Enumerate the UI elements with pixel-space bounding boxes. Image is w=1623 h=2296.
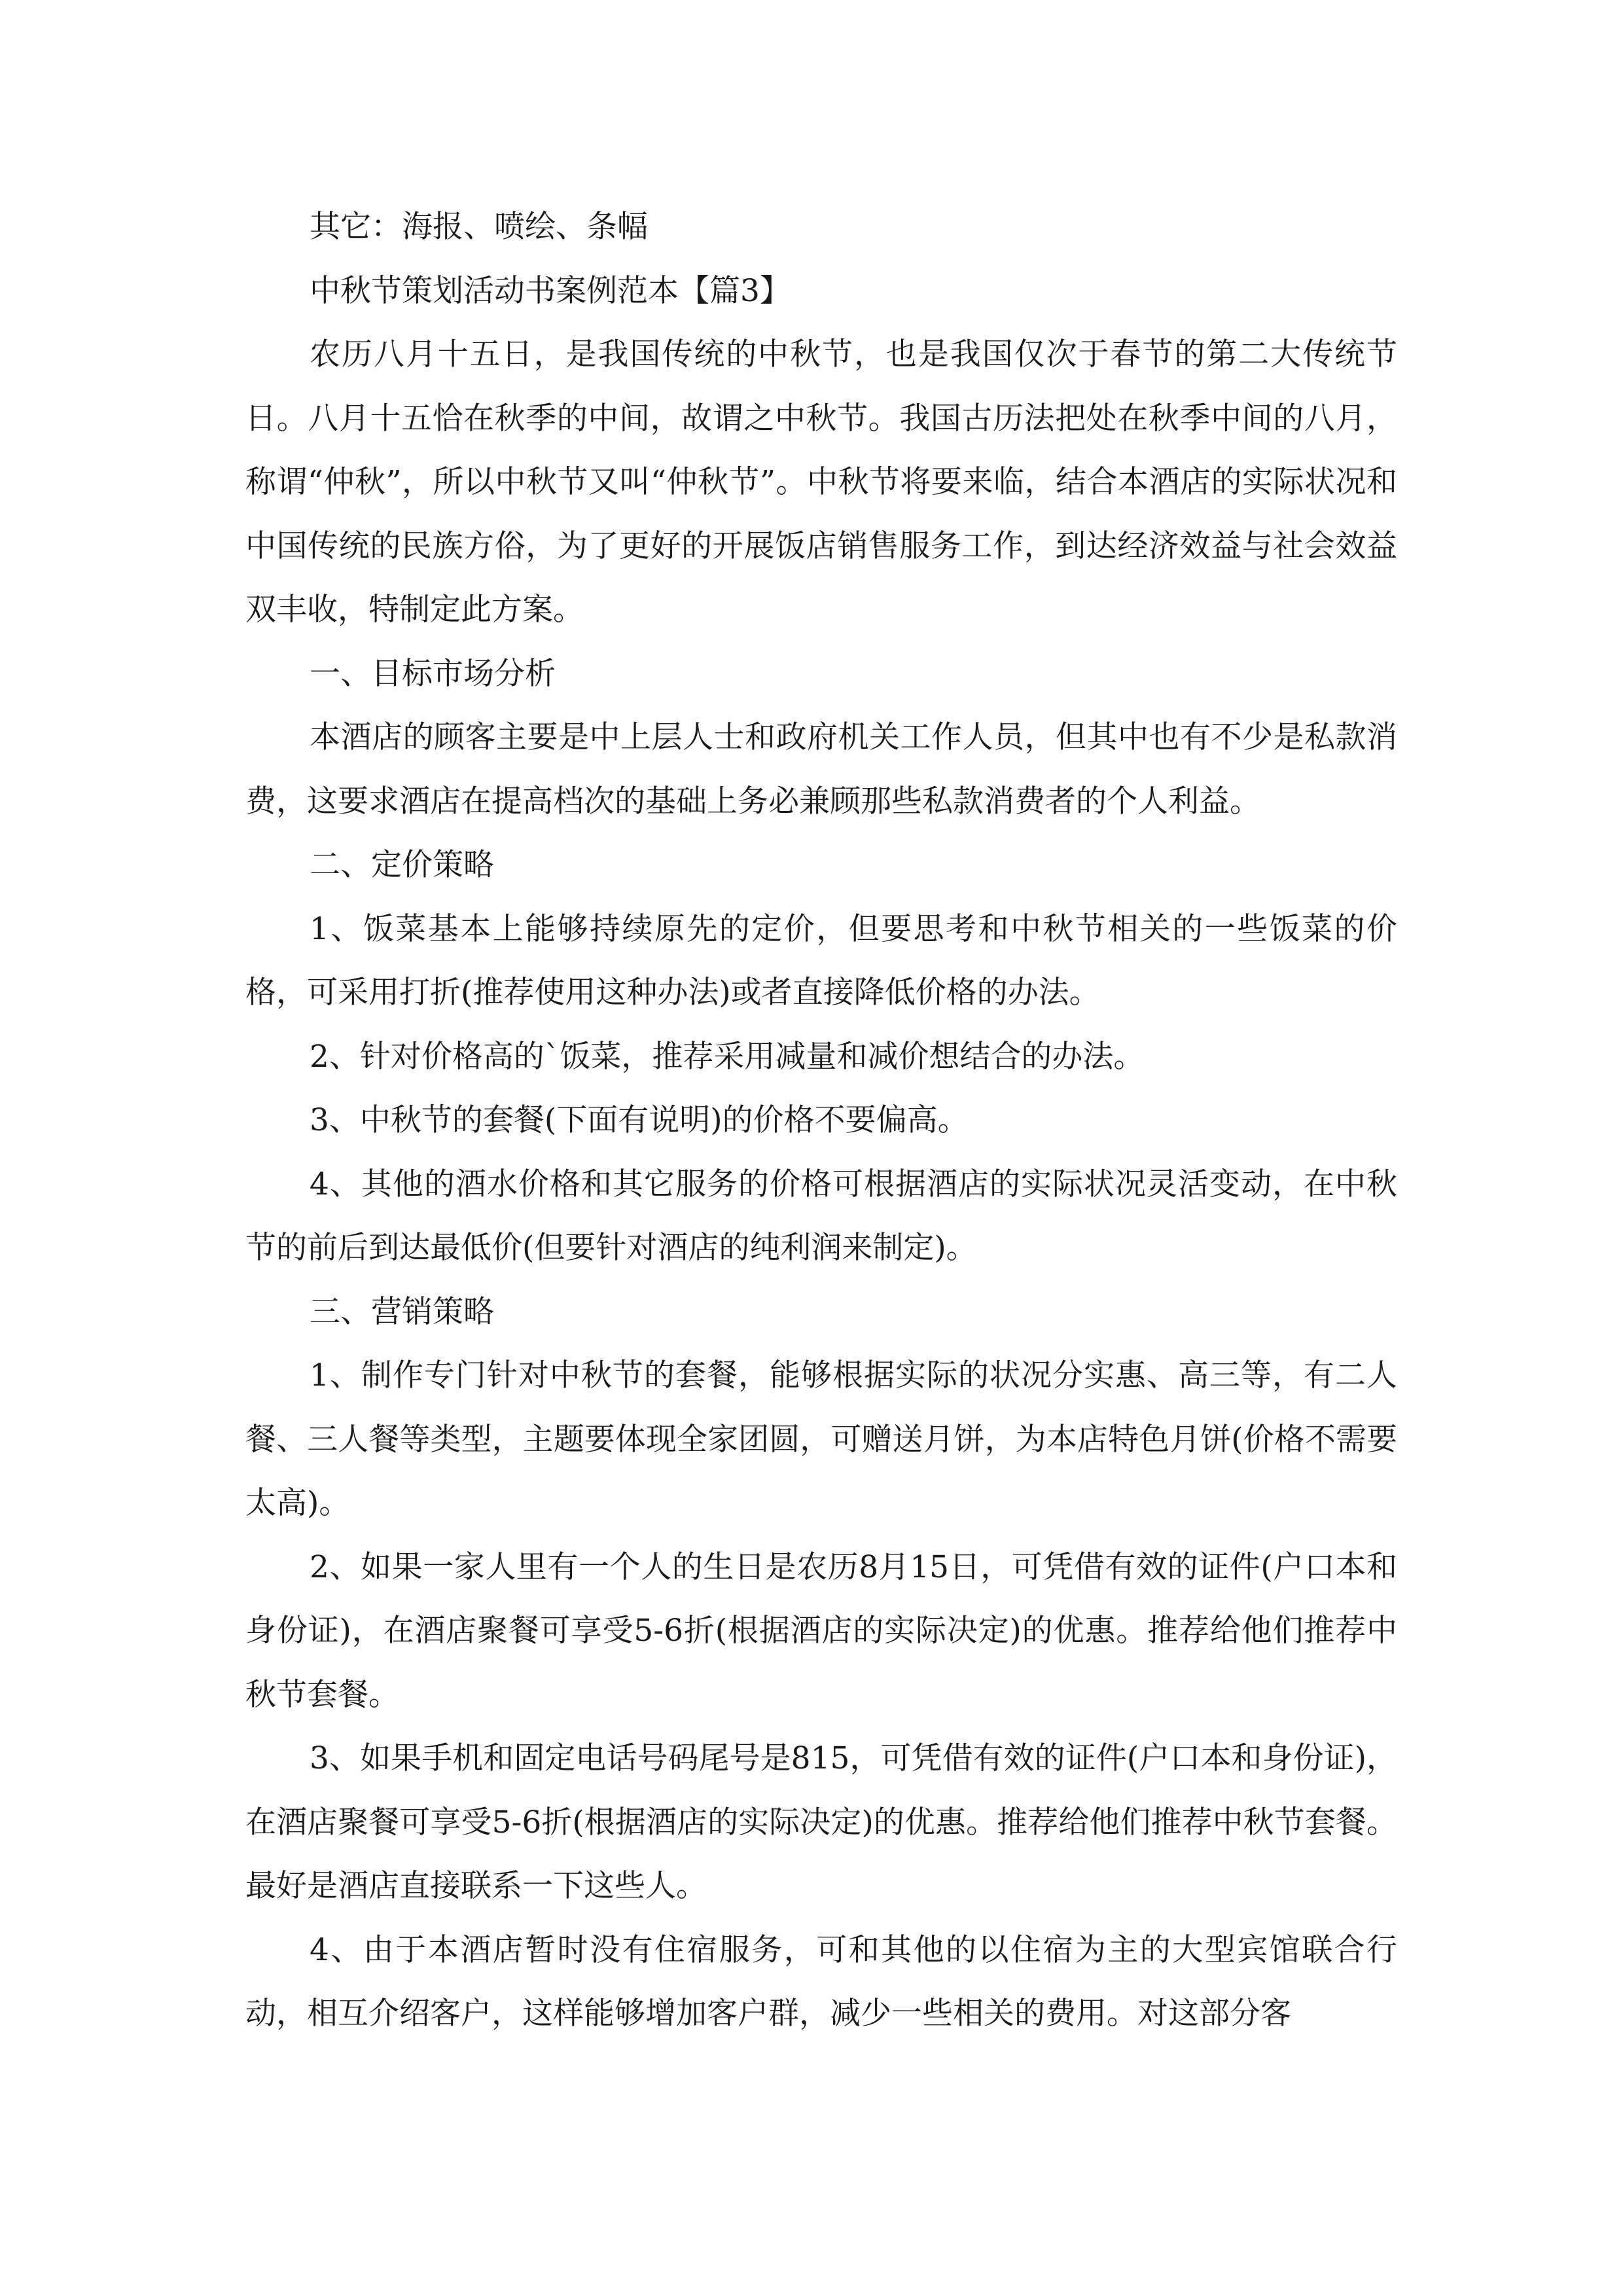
paragraph-other-materials: 其它：海报、喷绘、条幅 (310, 209, 648, 245)
paragraph-intro: 农历八月十五日，是我国传统的中秋节，也是我国仅次于春节的第二大传统节日。八月十五恰在秋季的中间，故谓之中秋节。我国古历法把处在秋季中间的八月，称谓“仲秋”，所以中秋节又叫“仲秋节”。中秋节将要来临，结合本酒店的实际状况和中国传统的民族方俗，为了更好的开展饭店销售服务工作，到达经济效益与社会效益双丰收，特制定此方案。 (245, 336, 1397, 628)
paragraph-pricing-2: 2、针对价格高的`饭菜，推荐采用减量和减价想结合的办法。 (310, 1038, 1145, 1075)
section-title-case-3: 中秋节策划活动书案例范本【篇3】 (310, 272, 791, 309)
heading-marketing-strategy: 三、营销策略 (310, 1293, 494, 1330)
paragraph-pricing-4: 4、其他的酒水价格和其它服务的价格可根据酒店的实际状况灵活变动，在中秋节的前后到达最低价(但要针对酒店的纯利润来制定)。 (245, 1166, 1397, 1266)
heading-pricing-strategy: 二、定价策略 (310, 847, 494, 883)
heading-target-market: 一、目标市场分析 (310, 655, 556, 692)
paragraph-marketing-2: 2、如果一家人里有一个人的生日是农历8月15日，可凭借有效的证件(户口本和身份证)，在酒店聚餐可享受5-6折(根据酒店的实际决定)的优惠。推荐给他们推荐中秋节套餐。 (245, 1549, 1397, 1713)
paragraph-pricing-3: 3、中秋节的套餐(下面有说明)的价格不要偏高。 (310, 1102, 969, 1138)
paragraph-marketing-4: 4、由于本酒店暂时没有住宿服务，可和其他的以住宿为主的大型宾馆联合行动，相互介绍客户，这样能够增加客户群，减少一些相关的费用。对这部分客 (245, 1931, 1397, 2032)
paragraph-target-market: 本酒店的顾客主要是中上层人士和政府机关工作人员，但其中也有不少是私款消费，这要求酒店在提高档次的基础上务必兼顾那些私款消费者的个人利益。 (245, 719, 1397, 819)
paragraph-pricing-1: 1、饭菜基本上能够持续原先的定价，但要思考和中秋节相关的一些饭菜的价格，可采用打折(推荐使用这种办法)或者直接降低价格的办法。 (245, 910, 1397, 1011)
document-body (245, 195, 1397, 2046)
paragraph-marketing-1: 1、制作专门针对中秋节的套餐，能够根据实际的状况分实惠、高三等，有二人餐、三人餐等类型，主题要体现全家团圆，可赠送月饼，为本店特色月饼(价格不需要太高)。 (245, 1357, 1397, 1521)
paragraph-marketing-3: 3、如果手机和固定电话号码尾号是815，可凭借有效的证件(户口本和身份证)，在酒店聚餐可享受5-6折(根据酒店的实际决定)的优惠。推荐给他们推荐中秋节套餐。最好是酒店直接联系一下这些人。 (245, 1740, 1397, 1904)
